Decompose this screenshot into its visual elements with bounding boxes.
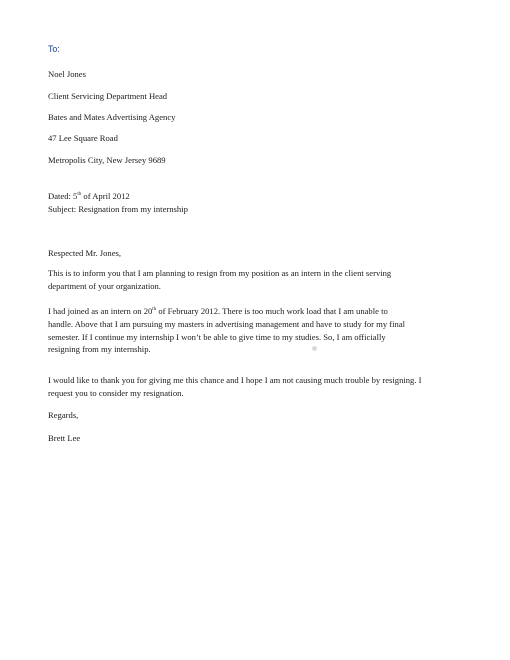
para2-line1-after: of February 2012. There is too much work load that I am unable to [156, 306, 388, 316]
paragraph-line: semester. If I continue my internship I won’t be able to give time to my studies. So, I am officially [48, 331, 386, 342]
paragraph-line: department of your organization. [48, 280, 161, 291]
paragraph-line: resigning from my internship. [48, 344, 151, 355]
paragraph-3 [48, 374, 473, 400]
paragraph-line: handle. Above that I am pursuing my masters in advertising management and have to study for my final [48, 318, 406, 329]
recipient-title: Client Servicing Department Head [48, 91, 168, 101]
date-rest: of April 2012 [81, 191, 130, 201]
date-prefix: Dated: 5 [48, 191, 78, 201]
closing: Regards, [48, 410, 79, 420]
recipient-street: 47 Lee Square Road [48, 133, 118, 143]
salutation: Respected Mr. Jones, [48, 248, 122, 258]
recipient-city: Metropolis City, New Jersey 9689 [48, 155, 166, 165]
recipient-company: Bates and Mates Advertising Agency [48, 112, 176, 122]
para2-sup: th [152, 307, 157, 313]
signature: Brett Lee [48, 433, 81, 443]
paragraph-line: I would like to thank you for giving me this chance and I hope I am not causing much trouble by resigning. I [48, 375, 422, 385]
paragraph-line [48, 305, 473, 318]
para2-line1-before: I had joined as an intern on 20 [48, 306, 153, 316]
paragraph-1 [48, 267, 473, 293]
paragraph-2 [48, 305, 473, 356]
letter-date [48, 191, 130, 202]
to-label: To: [48, 44, 60, 54]
date-suffix: th [77, 192, 82, 198]
paragraph-line: This is to inform you that I am planning to resign from my position as an intern in the client serving [48, 268, 392, 278]
recipient-name: Noel Jones [48, 69, 86, 79]
paragraph-line: request you to consider my resignation. [48, 387, 184, 398]
letter-subject: Subject: Resignation from my internship [48, 204, 188, 214]
faint-mark [312, 346, 317, 351]
